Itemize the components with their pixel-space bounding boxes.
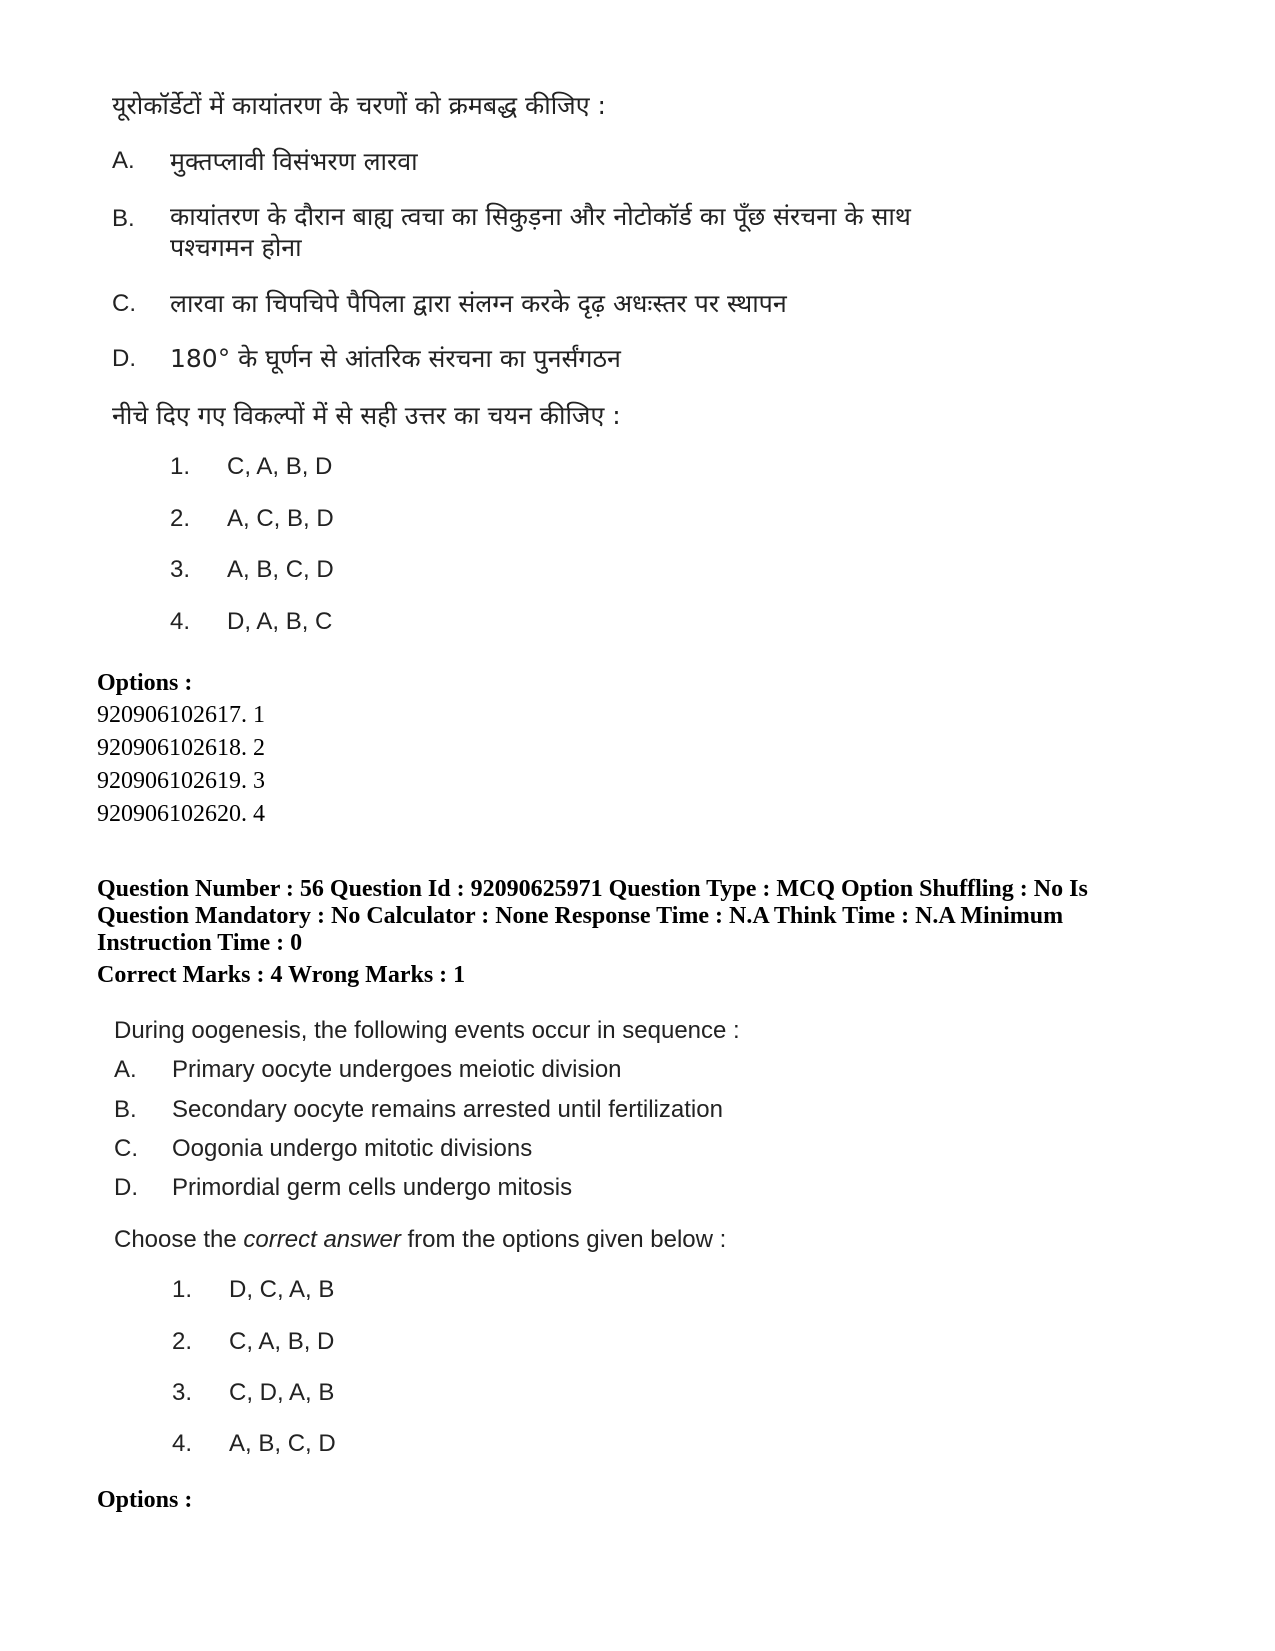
question-meta-line2: Question Mandatory : No Calculator : None Response Time : N.A Think Time : N.A Minimum: [97, 903, 1064, 929]
question-meta-line3: Instruction Time : 0: [97, 930, 303, 956]
statement-text-a: Primary oocyte undergoes meiotic division: [172, 1056, 622, 1083]
statement-label-a: A.: [114, 1056, 137, 1083]
statement-text-c: Oogonia undergo mitotic divisions: [172, 1135, 533, 1162]
choice-number-3: 3.: [170, 556, 191, 583]
option-id-4: 920906102620. 4: [97, 801, 265, 827]
options-heading: Options :: [97, 670, 193, 696]
options-heading-2: Options :: [97, 1487, 193, 1513]
instruction-pre: Choose the: [114, 1226, 244, 1253]
choice-number-3: 3.: [172, 1379, 193, 1406]
option-id-2: 920906102618. 2: [97, 735, 265, 761]
statement-label-d: D.: [114, 1174, 138, 1201]
choice-number-2: 2.: [170, 505, 191, 532]
question-stem-hindi: यूरोकॉर्डेटों में कायांतरण के चरणों को क्रमबद्ध कीजिए :: [112, 91, 606, 120]
statement-text-d: Primordial germ cells undergo mitosis: [172, 1174, 573, 1201]
option-id-1: 920906102617. 1: [97, 702, 265, 728]
statement-label-b: B.: [114, 1096, 137, 1123]
instruction-hindi: नीचे दिए गए विकल्पों में से सही उत्तर का चयन कीजिए :: [112, 401, 621, 430]
marks-line: Correct Marks : 4 Wrong Marks : 1: [97, 962, 466, 988]
choice-number-1: 1.: [172, 1276, 193, 1303]
statement-label-c: C.: [112, 290, 136, 317]
statement-label-a: A.: [112, 147, 135, 174]
instruction: [114, 1226, 726, 1254]
option-id-3: 920906102619. 3: [97, 768, 265, 794]
choice-text-1: D, C, A, B: [229, 1276, 335, 1303]
choice-number-4: 4.: [172, 1430, 193, 1457]
choice-text-2: A, C, B, D: [227, 505, 334, 532]
statement-text-b: Secondary oocyte remains arrested until fertilization: [172, 1096, 723, 1123]
statement-label-d: D.: [112, 345, 136, 372]
instruction-emphasis: correct answer: [243, 1226, 401, 1253]
choice-text-1: C, A, B, D: [227, 453, 333, 480]
statement-text-b: कायांतरण के दौरान बाह्य त्वचा का सिकुड़ना और नोटोकॉर्ड का पूँछ संरचना के साथ: [170, 202, 911, 231]
choice-number-1: 1.: [170, 453, 191, 480]
statement-label-c: C.: [114, 1135, 138, 1162]
choice-text-3: A, B, C, D: [227, 556, 334, 583]
instruction-post: from the options given below :: [400, 1226, 727, 1253]
choice-text-4: A, B, C, D: [229, 1430, 336, 1457]
statement-text-a: मुक्तप्लावी विसंभरण लारवा: [170, 147, 418, 176]
statement-label-b: B.: [112, 205, 135, 232]
question-stem: During oogenesis, the following events occur in sequence :: [114, 1017, 740, 1044]
statement-text-c: लारवा का चिपचिपे पैपिला द्वारा संलग्न करके दृढ़ अधःस्तर पर स्थापन: [170, 289, 787, 318]
choice-number-2: 2.: [172, 1328, 193, 1355]
choice-number-4: 4.: [170, 608, 191, 635]
statement-text-b-cont: पश्चगमन होना: [170, 233, 302, 262]
choice-text-3: C, D, A, B: [229, 1379, 335, 1406]
question-meta-line1: Question Number : 56 Question Id : 92090625971 Question Type : MCQ Option Shuffling : No Is: [97, 876, 1088, 902]
choice-text-4: D, A, B, C: [227, 608, 333, 635]
choice-text-2: C, A, B, D: [229, 1328, 335, 1355]
statement-text-d: 180° के घूर्णन से आंतरिक संरचना का पुनर्संगठन: [170, 344, 621, 373]
